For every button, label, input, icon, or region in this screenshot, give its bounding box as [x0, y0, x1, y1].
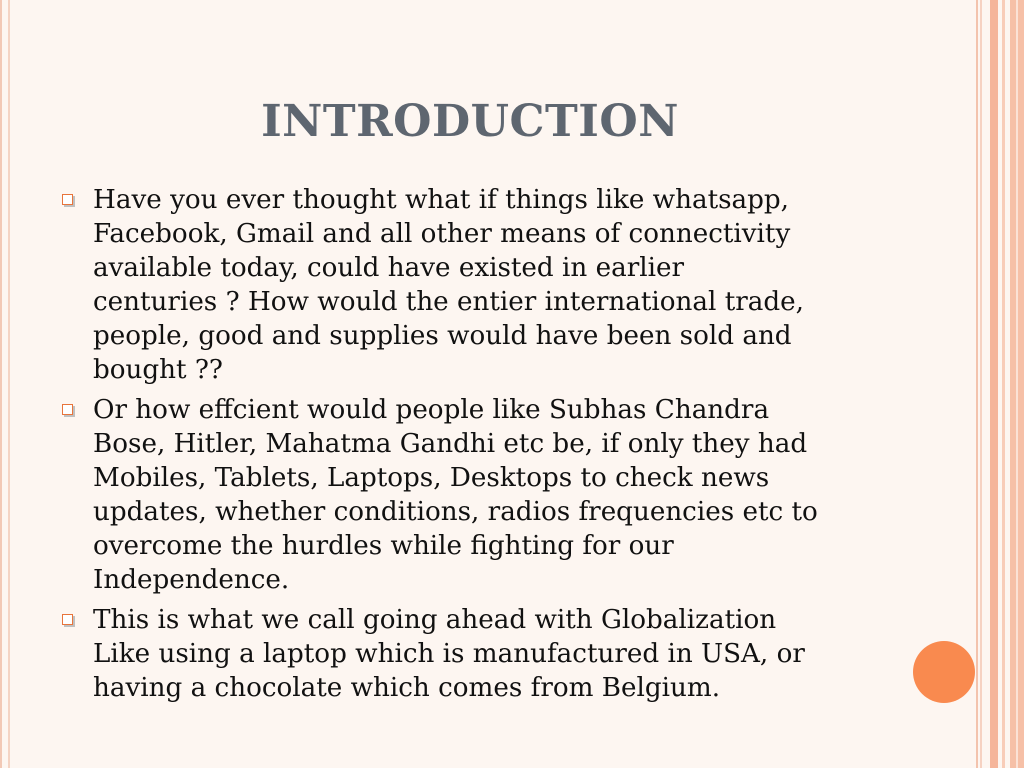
square-bullet-icon: [62, 194, 73, 205]
bullet-item: [60, 183, 900, 387]
stripe: [980, 0, 982, 768]
bullet-item: [60, 603, 900, 705]
square-bullet-icon: [62, 404, 73, 415]
slide-title: INTRODUCTION: [261, 96, 679, 147]
stripe: [976, 0, 978, 768]
stripe: [990, 0, 998, 768]
orange-circle-decoration: [913, 641, 975, 703]
bullet-text: Or how effcient would people like Subhas Chandra Bose, Hitler, Mahatma Gandhi etc be, if only they had Mobiles, Tablets, Laptops, Desktops to check news updates, whether conditions, radios frequencies etc to overcome the hurdles while fighting for our Independence.: [93, 395, 818, 595]
right-decorative-stripes: [976, 0, 1024, 768]
bullet-item: [60, 393, 900, 597]
stripe: [1002, 0, 1005, 768]
bullet-text: This is what we call going ahead with Globalization Like using a laptop which is manufactured in USA, or having a chocolate which comes from Belgium.: [93, 605, 805, 703]
square-bullet-icon: [62, 614, 73, 625]
left-border-line: [0, 0, 2, 768]
left-border-line-inner: [8, 0, 10, 768]
bullet-text: Have you ever thought what if things like whatsapp, Facebook, Gmail and all other means of connectivity available today, could have existed in earlier centuries ? How would the entier international trade, people, good and supplies would have been sold and bought ??: [93, 185, 804, 385]
stripe: [1016, 0, 1018, 768]
bullet-list: [60, 183, 900, 711]
